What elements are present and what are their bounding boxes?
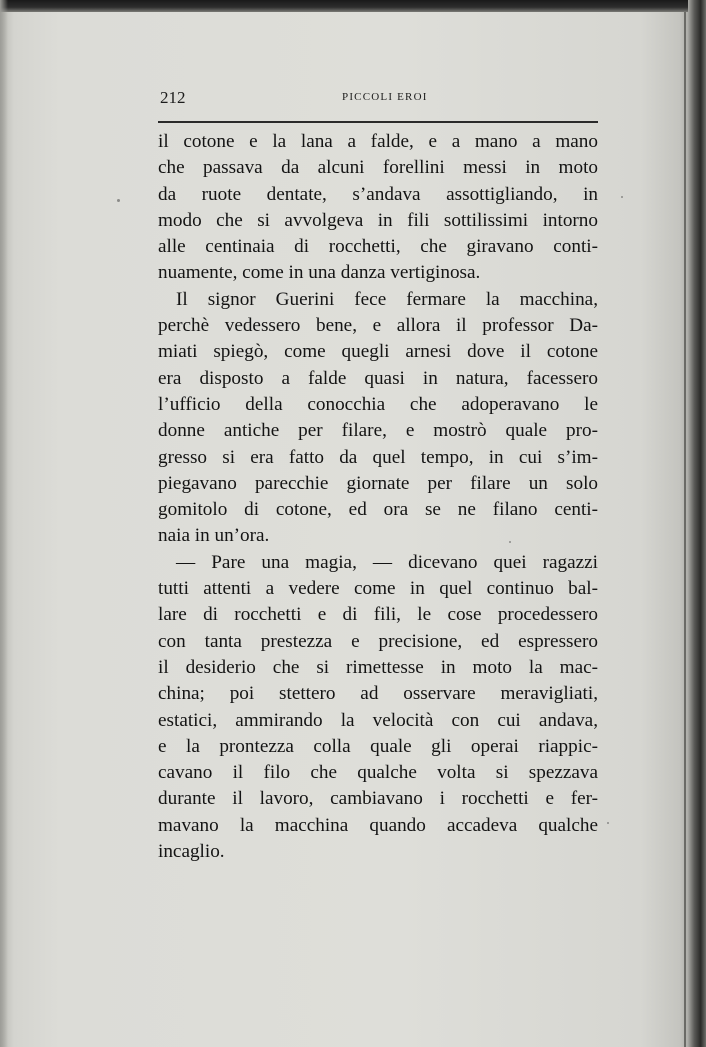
text-line: il cotone e la lana a falde, e a mano a mano: [158, 131, 598, 152]
scan-right-border: [688, 0, 706, 1047]
page-header: [158, 88, 598, 110]
text-line: cavano il filo che qualche volta si spezzava: [158, 762, 598, 784]
text-line: naia in un’ora.: [158, 525, 270, 547]
text-line: durante il lavoro, cambiavano i rocchetti e fer-: [158, 788, 598, 810]
text-line: l’ufficio della conocchia che adoperavano le: [158, 393, 598, 415]
page-left-shadow: [0, 0, 8, 1047]
scan-top-border: [0, 0, 706, 12]
text-line: miati spiegò, come quegli arnesi dove il cotone: [158, 341, 598, 363]
print-speck: [509, 541, 511, 543]
text-line: lare di rocchetti e di fili, le cose procedessero: [158, 604, 598, 626]
text-line: tutti attenti a vedere come in quel continuo bal-: [158, 578, 598, 600]
text-line: Il signor Guerini fece fermare la macchina,: [176, 288, 598, 310]
print-speck: [117, 199, 120, 202]
print-speck: [621, 196, 623, 198]
paragraph-3: [158, 550, 598, 866]
page-number: 212: [160, 88, 186, 107]
text-line: e la prontezza colla quale gli operai riappic-: [158, 735, 598, 757]
text-line: modo che si avvolgeva in fili sottilissimi intorno: [158, 209, 598, 231]
text-line: da ruote dentate, s’andava assottigliando, in: [158, 183, 598, 205]
text-line: estatici, ammirando la velocità con cui andava,: [158, 709, 598, 731]
text-line: incaglio.: [158, 841, 225, 863]
page-gutter-line: [684, 12, 686, 1047]
text-line: con tanta prestezza e precisione, ed espressero: [158, 630, 598, 652]
text-line: che passava da alcuni forellini messi in moto: [158, 157, 598, 179]
header-rule: [158, 121, 598, 123]
text-line: mavano la macchina quando accadeva qualche: [158, 814, 598, 836]
text-line: gomitolo di cotone, ed ora se ne filano centi-: [158, 499, 598, 521]
text-line: — Pare una magia, — dicevano quei ragazzi: [176, 551, 598, 573]
print-speck: [607, 822, 609, 824]
text-line: china; poi stettero ad osservare meravigliati,: [158, 683, 598, 705]
text-line: piegavano parecchie giornate per filare un solo: [158, 472, 598, 494]
text-line: gresso si era fatto da quel tempo, in cui s’im-: [158, 446, 598, 468]
text-line: donne antiche per filare, e mostrò quale pro-: [158, 420, 598, 442]
body-text: [158, 129, 598, 865]
text-line: era disposto a falde quasi in natura, facessero: [158, 367, 598, 389]
text-line: alle centinaia di rocchetti, che giravano conti-: [158, 236, 598, 258]
running-title: PICCOLI EROI: [342, 91, 428, 103]
text-line: perchè vedessero bene, e allora il professor Da-: [158, 315, 598, 337]
text-line: nuamente, come in una danza vertiginosa.: [158, 262, 481, 284]
paragraph-2: [158, 287, 598, 550]
paragraph-1: [158, 129, 598, 287]
text-line: il desiderio che si rimettesse in moto la mac-: [158, 656, 598, 678]
